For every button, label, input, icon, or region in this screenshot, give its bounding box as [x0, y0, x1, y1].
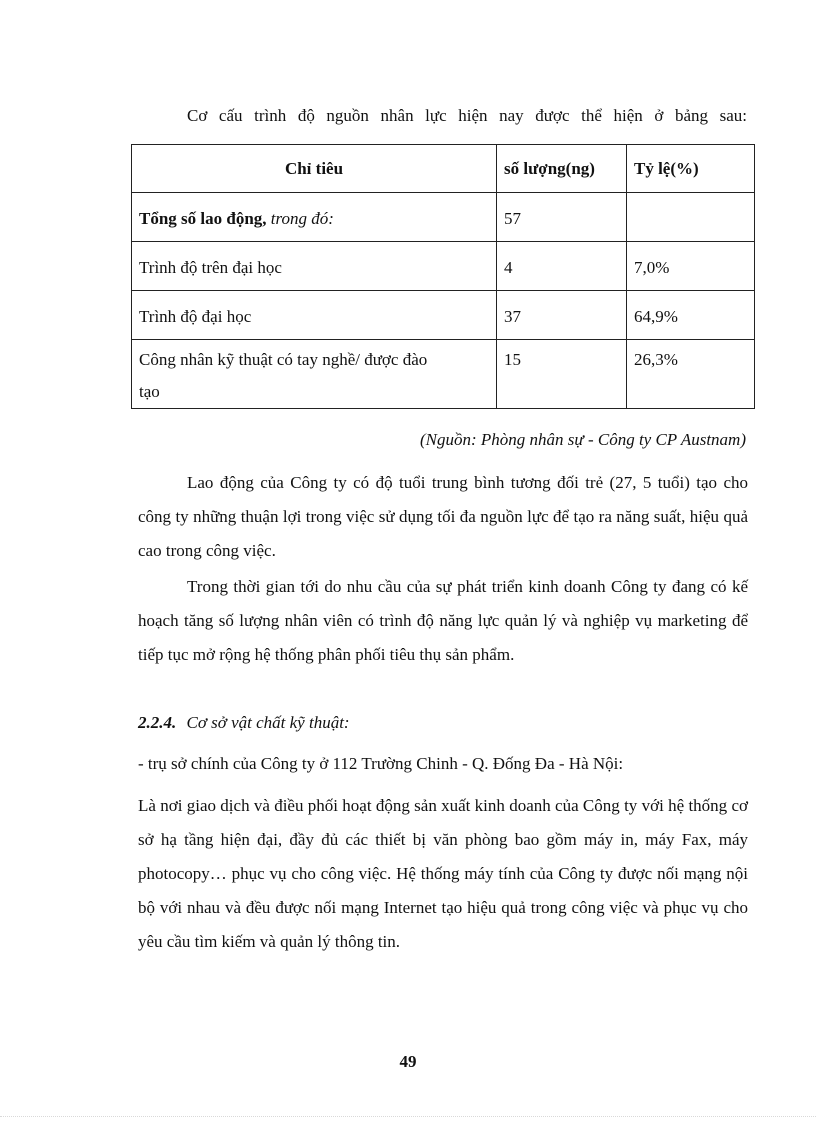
table-row — [132, 193, 755, 242]
total-label-italic: trong đó: — [270, 209, 334, 228]
section-number: 2.2.4. — [138, 713, 177, 732]
row-rate: 7,0% — [627, 242, 755, 291]
paragraph-facilities: Là nơi giao dịch và điều phối hoạt động sản xuất kinh doanh của Công ty với hệ thống cơ sở hạ tầng hiện đại, đầy đủ các thiết bị văn phòng bao gồm máy in, máy Fax, máy photocopy… phục vụ cho công việc. Hệ thống máy tính của Công ty được nối mạng nội bộ với nhau và đều được nối mạng Internet tạo hiệu quả trong công việc và phục vụ cho yêu cầu tìm kiếm và quản lý thông tin. — [138, 796, 748, 951]
total-count: 57 — [497, 193, 627, 242]
row-label: Trình độ đại học — [132, 291, 497, 340]
total-label-cell — [132, 193, 497, 242]
section-title: Cơ sở vật chất kỹ thuật: — [186, 713, 350, 732]
row-label: Trình độ trên đại học — [132, 242, 497, 291]
row-label-line1: Công nhân kỹ thuật có tay nghề/ được đào — [139, 350, 428, 369]
table-header-row — [132, 145, 755, 193]
row-count: 37 — [497, 291, 627, 340]
table-row — [132, 291, 755, 340]
page-edge-divider — [0, 1116, 816, 1117]
row-rate: 26,3% — [627, 340, 755, 409]
total-rate — [627, 193, 755, 242]
row-label — [132, 340, 497, 409]
headquarters-bullet: - trụ sở chính của Công ty ở 112 Trường Chinh - Q. Đống Đa - Hà Nội: — [138, 754, 624, 773]
row-count: 15 — [497, 340, 627, 409]
section-heading — [138, 706, 350, 740]
paragraph-age — [138, 466, 748, 568]
intro-sentence: Cơ cấu trình độ nguồn nhân lực hiện nay được thể hiện ở bảng sau: — [187, 106, 747, 125]
row-rate: 64,9% — [627, 291, 755, 340]
paragraph-plan — [138, 570, 748, 672]
paragraph-plan-text: Trong thời gian tới do nhu cầu của sự phát triển kinh doanh Công ty đang có kế hoạch tăng số lượng nhân viên có trình độ năng lực quản lý và nghiệp vụ marketing để tiếp tục mở rộng hệ thống phân phối tiêu thụ sản phẩm. — [138, 577, 748, 664]
header-indicator: Chỉ tiêu — [132, 145, 497, 193]
page-number: 49 — [399, 1052, 417, 1071]
total-label-bold: Tổng số lao động, — [139, 209, 267, 228]
header-count: số lượng(ng) — [497, 145, 627, 193]
header-rate: Tỷ lệ(%) — [627, 145, 755, 193]
table-source-note: (Nguồn: Phòng nhân sự - Công ty CP Austnam) — [420, 430, 746, 449]
table-row — [132, 340, 755, 409]
row-label-line2: tạo — [139, 382, 160, 401]
paragraph-age-text: Lao động của Công ty có độ tuổi trung bình tương đối trẻ (27, 5 tuổi) tạo cho công ty những thuận lợi trong việc sử dụng tối đa nguồn lực để tạo ra năng suất, hiệu quả cao trong công việc. — [138, 473, 748, 560]
row-count: 4 — [497, 242, 627, 291]
staff-qualification-table — [131, 144, 755, 409]
table-row — [132, 242, 755, 291]
